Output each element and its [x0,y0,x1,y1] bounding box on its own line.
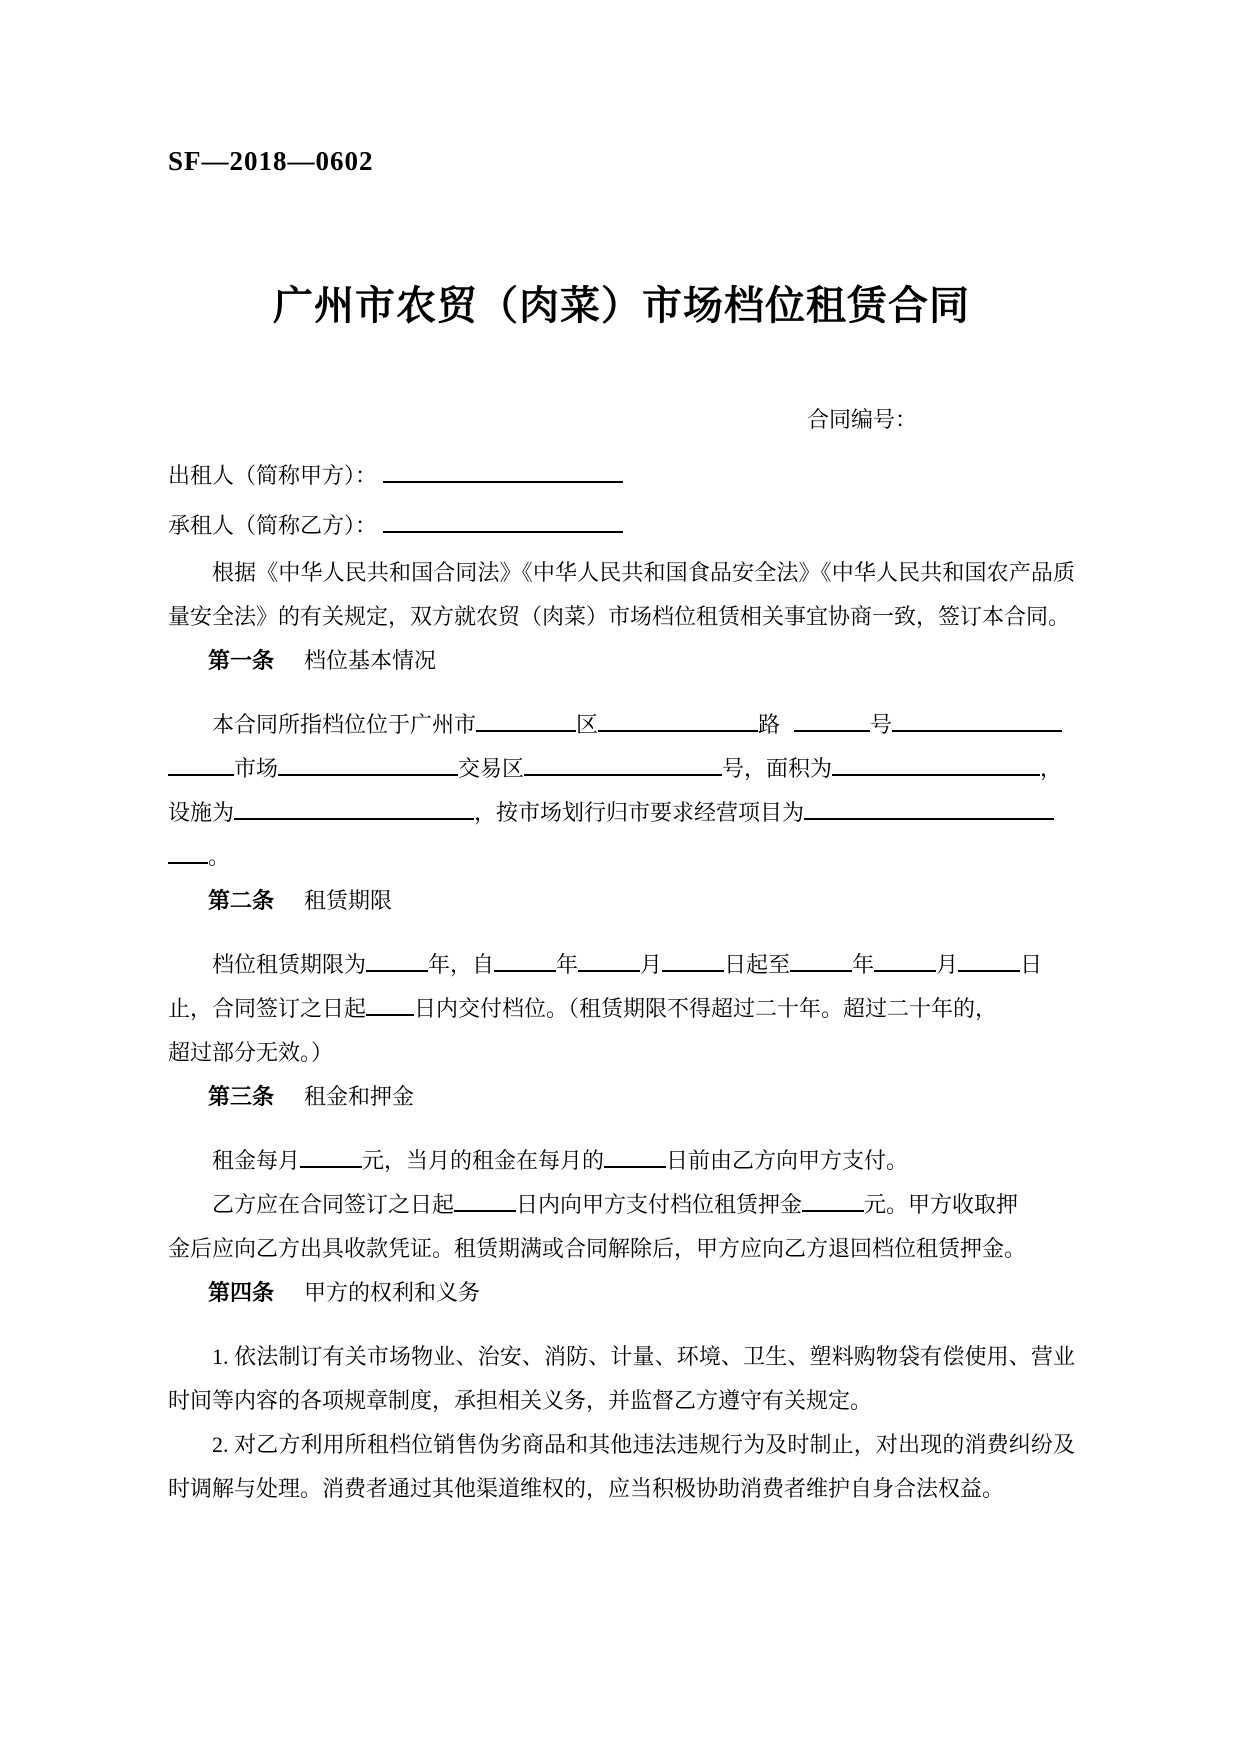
section-3-number: 第三条 [208,1084,275,1109]
lessor-label: 出租人（简称甲方）： [168,463,378,488]
text-line [168,747,1075,791]
section-4 [168,1271,1075,1511]
blank-field [662,948,724,972]
lessor-line [168,457,1075,493]
text-run: 日内交付档位。（租赁期限不得超过二十年。超过二十年的， [414,996,998,1021]
blank-field [234,796,474,820]
blank-field [958,948,1020,972]
text-run: 日内向甲方支付档位租赁押金 [516,1192,803,1217]
blank-field [278,752,458,776]
text-line [168,987,1075,1031]
text-line [168,1227,1075,1271]
blank-field [524,752,722,776]
blank-field [598,708,758,732]
section-3 [168,1075,1075,1271]
text-run: 月 [640,952,663,977]
blank-field [168,840,208,864]
text-run: 交易区 [458,756,525,781]
text-line [168,1031,1075,1075]
section-1-title: 档位基本情况 [304,648,437,673]
text-run: 月 [936,952,959,977]
section-2-heading [168,879,1075,923]
section-2-title: 租赁期限 [304,888,393,913]
text-run: 元，当月的租金在每月的 [362,1148,605,1173]
blank-field [168,752,234,776]
lessee-blank-field [383,507,623,533]
text-run: ，按市场划行归市要求经营项目为 [474,800,805,825]
text-run: 租金每月 [212,1148,301,1173]
text-run: 本合同所指档位位于广州市 [212,712,477,737]
blank-field [832,752,1040,776]
section-4-number: 第四条 [208,1280,275,1305]
text-run: ， [1040,756,1063,781]
section-3-title: 租金和押金 [304,1084,415,1109]
text-run: 区 [576,712,599,737]
section-4-heading [168,1271,1075,1315]
blank-field [874,948,936,972]
section-3-heading [168,1075,1075,1119]
text-line [168,1139,1075,1183]
lessor-blank-field [383,457,623,483]
blank-field [494,948,556,972]
text-run: 日前由乙方向甲方支付。 [666,1148,909,1173]
blank-field [804,796,1054,820]
text-run: 。 [208,844,231,869]
text-run: 年，自 [428,952,495,977]
text-run: 号 [870,712,893,737]
text-run: 金后应向乙方出具收款凭证。租赁期满或合同解除后，甲方应向乙方退回档位租赁押金。 [168,1236,1027,1261]
section-4-item-2: 2. 对乙方利用所租档位销售伪劣商品和其他违法违规行为及时制止，对出现的消费纠纷及时调解与处理。消费者通过其他渠道维权的，应当积极协助消费者维护自身合法权益。 [168,1432,1075,1501]
text-line [168,1183,1075,1227]
document-code: SF—2018—0602 [168,146,374,176]
section-1-paragraph [168,703,1075,879]
section-2 [168,879,1075,1075]
preamble-paragraph: 根据《中华人民共和国合同法》《中华人民共和国食品安全法》《中华人民共和国农产品质量安全法》的有关规定，双方就农贸（肉菜）市场档位租赁相关事宜协商一致，签订本合同。 [168,560,1075,629]
blank-field [794,708,870,732]
blank-field [366,992,414,1016]
blank-field [892,708,1062,732]
blank-field [454,1188,516,1212]
section-4-item-1: 1. 依法制订有关市场物业、治安、消防、计量、环境、卫生、塑料购物袋有偿使用、营业时间等内容的各项规章制度，承担相关义务，并监督乙方遵守有关规定。 [168,1344,1075,1413]
spacer [780,731,794,732]
text-run: 号，面积为 [722,756,833,781]
text-run: 元。甲方收取押 [864,1192,1019,1217]
text-line [168,703,1075,747]
text-run: 市场 [234,756,279,781]
text-line [168,835,1075,879]
blank-field [790,948,852,972]
blank-field [366,948,428,972]
blank-field [300,1144,362,1168]
section-2-number: 第二条 [208,888,275,913]
text-run: 设施为 [168,800,235,825]
blank-field [476,708,576,732]
section-1-number: 第一条 [208,648,275,673]
blank-field [578,948,640,972]
text-run: 日起至 [724,952,791,977]
contract-number-label: 合同编号： [807,407,918,432]
text-run: 止，合同签订之日起 [168,996,367,1021]
section-1-heading [168,639,1075,683]
blank-field [802,1188,864,1212]
section-2-paragraph [168,943,1075,1075]
section-4-title: 甲方的权利和义务 [304,1280,481,1305]
text-run: 日 [1020,952,1043,977]
text-run: 路 [758,712,781,737]
lessee-line [168,507,1075,543]
lessee-label: 承租人（简称乙方）： [168,513,378,538]
text-run: 年 [556,952,579,977]
text-run: 年 [852,952,875,977]
blank-field [604,1144,666,1168]
text-line [168,943,1075,987]
section-1 [168,639,1075,879]
section-3-paragraph-1 [168,1139,1075,1183]
text-run: 档位租赁期限为 [212,952,367,977]
text-line [168,791,1075,835]
text-run: 超过部分无效。） [168,1040,334,1065]
text-run: 乙方应在合同签订之日起 [212,1192,455,1217]
section-3-paragraph-2 [168,1183,1075,1271]
page-title: 广州市农贸（肉菜）市场档位租赁合同 [273,284,970,328]
